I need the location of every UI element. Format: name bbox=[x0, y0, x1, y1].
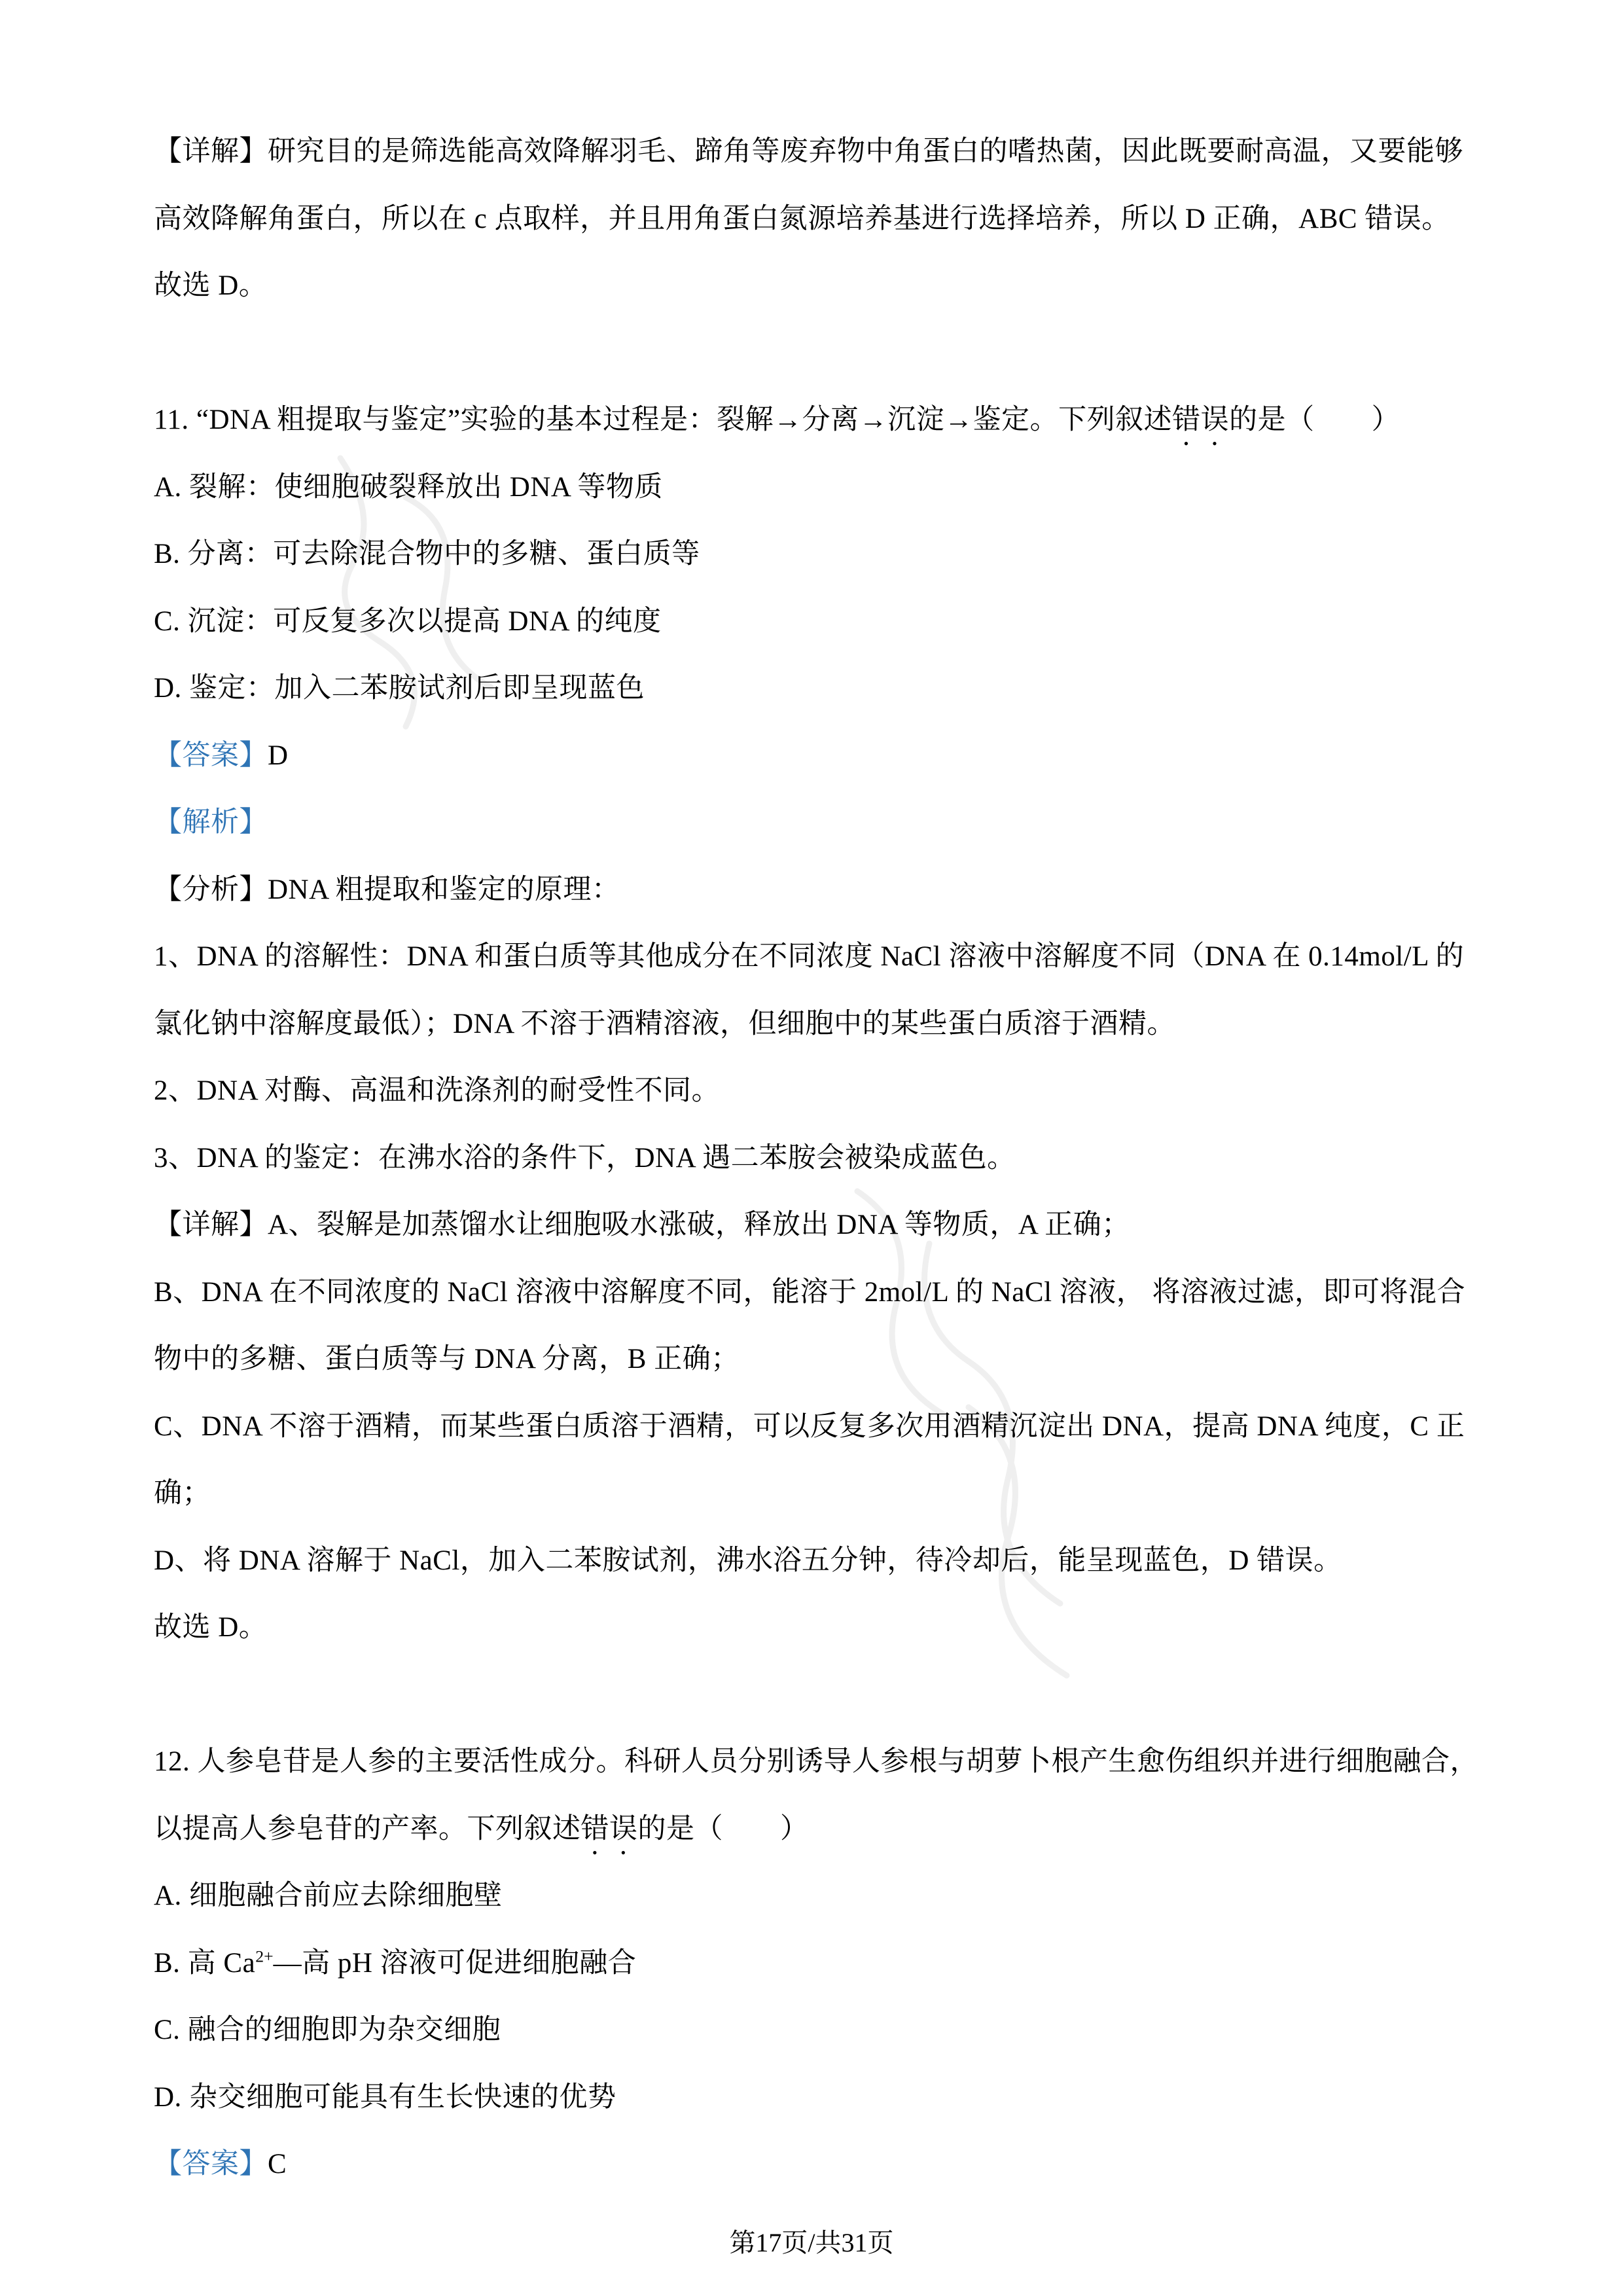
q11-principle-3 bbox=[154, 1125, 1476, 1193]
detail-label: 【详解】 bbox=[154, 1210, 268, 1240]
answer-label: 【答案】 bbox=[154, 2149, 268, 2179]
q10-explanation-paragraph bbox=[154, 118, 1476, 320]
q11-detail-c-line-2 bbox=[154, 1460, 1476, 1528]
q11-detail-c-line-1 bbox=[154, 1393, 1476, 1461]
text-segment: D. 鉴定：加入二苯胺试剂后即呈现蓝色 bbox=[154, 673, 645, 704]
gap-before-q11 bbox=[154, 320, 1476, 387]
q10-conclusion bbox=[154, 253, 1476, 320]
emphasized-word: 错误 bbox=[1172, 404, 1230, 435]
answer-value: D bbox=[268, 740, 289, 771]
q11-principle-1-line-2 bbox=[154, 991, 1476, 1058]
q11-analysis-header bbox=[154, 789, 1476, 857]
q12-option-b bbox=[154, 1930, 1476, 1998]
analysis-section-label: 【分析】 bbox=[154, 874, 268, 905]
q12-option-a bbox=[154, 1863, 1476, 1930]
q12-option-d bbox=[154, 2064, 1476, 2132]
q12-stem-line-1 bbox=[154, 1729, 1476, 1796]
text-segment: 研究目的是筛选能高效降解羽毛、蹄角等废弃物中角蛋白的嗜热菌，因此既要耐高温，又要能够 bbox=[268, 136, 1463, 167]
text-segment: D. 杂交细胞可能具有生长快速的优势 bbox=[154, 2081, 616, 2113]
text-segment: 11. “DNA 粗提取与鉴定”实验的基本过程是：裂解→分离→沉淀→鉴定。下列叙述 bbox=[154, 404, 1173, 435]
q11-option-d bbox=[154, 655, 1476, 723]
text-segment: 物中的多糖、蛋白质等与 DNA 分离，B 正确； bbox=[154, 1344, 740, 1374]
text-segment: B. 高 Ca bbox=[154, 1947, 256, 1979]
q11-stem bbox=[154, 387, 1476, 454]
q11-option-a bbox=[154, 454, 1476, 522]
q11-detail-b-line-2 bbox=[154, 1326, 1476, 1393]
q11-principle-1-line-1 bbox=[154, 924, 1476, 991]
text-segment: C、DNA 不溶于酒精，而某些蛋白质溶于酒精，可以反复多次用酒精沉淀出 DNA，提高 DNA 纯度，C 正 bbox=[154, 1410, 1465, 1442]
analysis-label: 【解析】 bbox=[154, 807, 268, 838]
q12-option-c bbox=[154, 1997, 1476, 2064]
q10-explanation-line-2 bbox=[154, 186, 1476, 253]
text-segment: 高效降解角蛋白，所以在 c 点取样，并且用角蛋白氮源培养基进行选择培养，所以 D 正确，ABC 错误。 bbox=[154, 203, 1450, 234]
text-segment: 2、DNA 对酶、高温和洗涤剂的耐受性不同。 bbox=[154, 1075, 721, 1106]
q11-detail-b-line-1 bbox=[154, 1259, 1476, 1327]
exam-content bbox=[154, 118, 1476, 2198]
q11-option-b bbox=[154, 521, 1476, 588]
gap-before-q12 bbox=[154, 1662, 1476, 1729]
text-segment: DNA 粗提取和鉴定的原理： bbox=[268, 874, 620, 905]
text-segment: 1、DNA 的溶解性：DNA 和蛋白质等其他成分在不同浓度 NaCl 溶液中溶解度不同（DNA 在 0.14mol/L 的 bbox=[154, 941, 1465, 972]
q11-answer bbox=[154, 723, 1476, 790]
answer-value: C bbox=[268, 2149, 287, 2179]
text-segment: 氯化钠中溶解度最低）；DNA 不溶于酒精溶液，但细胞中的某些蛋白质溶于酒精。 bbox=[154, 1008, 1176, 1039]
text-segment: —高 pH 溶液可促进细胞融合 bbox=[273, 1947, 637, 1979]
question-12-block bbox=[154, 1729, 1476, 2198]
q12-stem-line-2 bbox=[154, 1796, 1476, 1863]
text-segment: 3、DNA 的鉴定：在沸水浴的条件下，DNA 遇二苯胺会被染成蓝色。 bbox=[154, 1142, 1016, 1174]
question-11-block bbox=[154, 387, 1476, 1662]
text-segment: B. 分离：可去除混合物中的多糖、蛋白质等 bbox=[154, 539, 700, 569]
q11-analysis-intro bbox=[154, 857, 1476, 924]
superscript: 2+ bbox=[255, 1946, 274, 1966]
text-segment: A. 细胞融合前应去除细胞壁 bbox=[154, 1880, 503, 1911]
q10-explanation-line-1 bbox=[154, 118, 1476, 186]
text-segment: 的是（ ） bbox=[1229, 404, 1400, 435]
q12-answer bbox=[154, 2131, 1476, 2198]
text-segment: 确； bbox=[154, 1478, 211, 1509]
text-segment: D、将 DNA 溶解于 NaCl，加入二苯胺试剂，沸水浴五分钟，待冷却后，能呈现蓝色，D 错误。 bbox=[154, 1545, 1342, 1576]
text-segment: 12. 人参皂苷是人参的主要活性成分。科研人员分别诱导人参根与胡萝卜根产生愈伤组织并进行细胞融合， bbox=[154, 1746, 1478, 1777]
detail-label: 【详解】 bbox=[154, 136, 268, 167]
page-number: 第17页/共31页 bbox=[729, 2228, 894, 2257]
q11-detail-a bbox=[154, 1192, 1476, 1259]
q11-detail-d bbox=[154, 1528, 1476, 1595]
page-footer bbox=[0, 2227, 1623, 2259]
text-segment: A、裂解是加蒸馏水让细胞吸水涨破，释放出 DNA 等物质，A 正确； bbox=[268, 1210, 1130, 1240]
text-segment: A. 裂解：使细胞破裂释放出 DNA 等物质 bbox=[154, 471, 663, 503]
q11-conclusion bbox=[154, 1594, 1476, 1662]
text-segment: 的是（ ） bbox=[637, 1813, 809, 1844]
emphasized-word: 错误 bbox=[580, 1813, 638, 1844]
q11-option-c bbox=[154, 588, 1476, 656]
answer-label: 【答案】 bbox=[154, 740, 268, 771]
text-segment: 故选 D。 bbox=[154, 1612, 268, 1643]
text-segment: 故选 D。 bbox=[154, 270, 268, 301]
q11-principle-2 bbox=[154, 1058, 1476, 1125]
text-segment: C. 沉淀：可反复多次以提高 DNA 的纯度 bbox=[154, 605, 662, 637]
text-segment: C. 融合的细胞即为杂交细胞 bbox=[154, 2015, 501, 2045]
text-segment: 以提高人参皂苷的产率。下列叙述 bbox=[154, 1813, 581, 1844]
text-segment: B、DNA 在不同浓度的 NaCl 溶液中溶解度不同，能溶于 2mol/L 的 NaCl 溶液， 将溶液过滤，即可将混合 bbox=[154, 1276, 1466, 1308]
